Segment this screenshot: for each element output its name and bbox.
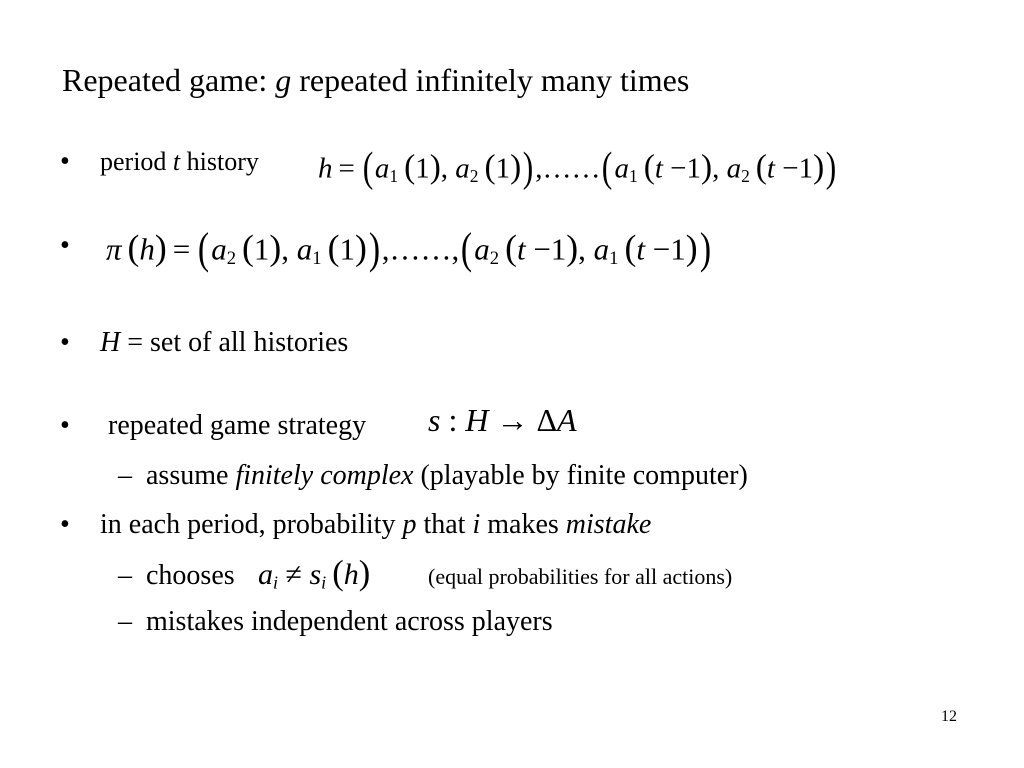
math-var: a [726, 152, 742, 185]
sub-bullet-5a-marker: – [118, 560, 132, 591]
math-paren: ) [699, 223, 711, 273]
math-sub: 1 [609, 248, 619, 270]
bullet-4-marker: • [60, 410, 70, 441]
bullet-4-text [108, 410, 366, 442]
text-part: repeated game strategy [108, 410, 367, 441]
text-part: that [416, 509, 473, 540]
math-var: h [139, 231, 155, 267]
math-paren: ( [198, 223, 210, 273]
math-sub: 2 [489, 248, 500, 270]
arrow-icon: → [488, 402, 537, 438]
sub-bullet-5b-text: mistakes independent across players [146, 606, 553, 637]
math-num: −1 [525, 231, 567, 267]
variable-H: H [100, 327, 121, 358]
variable-p: p [402, 509, 417, 540]
math-var: A [557, 402, 577, 438]
math-var: t [766, 152, 775, 185]
math-num: −1 [644, 231, 686, 267]
math-num: 1 [415, 152, 430, 185]
text-part: (playable by finite computer) [413, 460, 748, 491]
sub-bullet-4a-marker: – [118, 460, 132, 491]
math-paren: ( [624, 227, 637, 268]
math-dots: ,…… [535, 152, 601, 185]
math-var: t [516, 231, 526, 267]
math-sub: 1 [389, 165, 399, 186]
math-var: s [309, 558, 322, 591]
bullet-5-marker: • [60, 509, 70, 540]
math-paren: ) [566, 227, 579, 268]
sub-bullet-4a-text [146, 460, 748, 492]
strategy-formula [428, 402, 577, 439]
math-paren: ( [127, 227, 140, 268]
math-var: s [428, 402, 441, 438]
math-var: a [614, 152, 629, 185]
math-var: h [343, 558, 359, 591]
math-delta: Δ [536, 402, 558, 438]
math-sub: 2 [469, 165, 479, 186]
text-italic: mistake [565, 509, 652, 540]
title-variable: g [275, 62, 292, 98]
text-part: in each period, probability [100, 509, 403, 540]
math-paren: ( [404, 148, 416, 186]
math-comma: , [281, 231, 297, 267]
math-var: a [374, 152, 390, 185]
math-paren: ( [332, 554, 344, 592]
text-part: makes [480, 509, 566, 540]
pi-formula [106, 222, 713, 274]
math-paren: ) [685, 227, 698, 268]
math-sub: 2 [741, 165, 750, 186]
math-paren: ( [755, 148, 767, 186]
math-var: π [106, 231, 122, 267]
sub-bullet-5b-marker: – [118, 606, 132, 637]
math-num: −1 [662, 152, 701, 185]
math-num: 1 [495, 152, 511, 185]
text-part: assume [146, 460, 236, 491]
math-num: 1 [339, 231, 355, 267]
math-paren: ) [825, 145, 837, 191]
math-paren: ( [484, 148, 496, 186]
math-paren: ) [154, 227, 167, 268]
variable-i: i [472, 509, 481, 540]
math-var: a [593, 231, 610, 267]
text-italic: finitely complex [235, 460, 414, 491]
math-num: 1 [253, 231, 270, 267]
math-sub: i [273, 572, 279, 593]
math-paren: ( [505, 227, 517, 268]
history-formula [318, 144, 838, 192]
math-paren: ) [510, 148, 522, 186]
math-var: a [474, 231, 490, 267]
title-suffix: repeated infinitely many times [291, 62, 690, 98]
math-paren: ( [362, 145, 374, 191]
math-comma: , [578, 231, 594, 267]
math-var: a [211, 231, 227, 267]
math-paren: ( [643, 148, 655, 186]
math-var: H [465, 402, 489, 438]
math-var: a [258, 558, 273, 591]
mistake-formula [258, 554, 370, 594]
text-part: = set of all histories [120, 327, 349, 358]
math-paren: ) [813, 148, 825, 186]
math-num: −1 [774, 152, 814, 185]
math-paren: ( [602, 145, 613, 191]
math-paren: ) [700, 148, 713, 186]
math-paren: ) [358, 554, 371, 592]
math-paren: ) [429, 148, 441, 186]
math-paren: ( [242, 227, 254, 268]
math-paren: ) [522, 145, 534, 191]
math-neq: ≠ [278, 558, 310, 591]
math-paren: ) [354, 227, 367, 268]
text-part: chooses [146, 560, 235, 591]
title-prefix: Repeated game: [62, 62, 276, 98]
math-sub: 1 [312, 248, 322, 270]
math-var: a [455, 152, 470, 185]
math-paren: ( [461, 223, 473, 273]
math-eq: = [338, 152, 355, 185]
math-sub: i [321, 572, 327, 593]
math-eq: = [172, 231, 191, 267]
math-comma: , [712, 152, 727, 185]
text-part: period [100, 147, 173, 176]
bullet-5-text [100, 509, 651, 541]
bullet-1-marker: • [60, 146, 70, 177]
math-var: t [636, 231, 645, 267]
math-var: t [654, 152, 663, 185]
text-part: history [180, 147, 259, 176]
math-dots: ,……, [381, 231, 460, 267]
math-var: h [318, 152, 333, 185]
math-var: a [296, 231, 313, 267]
math-paren: ( [327, 227, 340, 268]
page-number: 12 [941, 708, 957, 725]
sub-bullet-5a-note: (equal probabilities for all actions) [428, 564, 733, 589]
slide-title [62, 62, 689, 99]
math-sub: 2 [226, 248, 237, 270]
bullet-3-text [100, 327, 348, 359]
variable-t: t [172, 147, 181, 176]
bullet-1-text [100, 147, 259, 177]
bullet-2-marker: • [60, 230, 70, 261]
math-comma: , [440, 152, 456, 185]
math-colon: : [440, 402, 466, 438]
math-paren: ) [368, 223, 380, 273]
math-sub: 1 [629, 165, 638, 186]
bullet-3-marker: • [60, 327, 70, 358]
math-paren: ) [269, 227, 282, 268]
sub-bullet-5a-text [146, 560, 235, 592]
